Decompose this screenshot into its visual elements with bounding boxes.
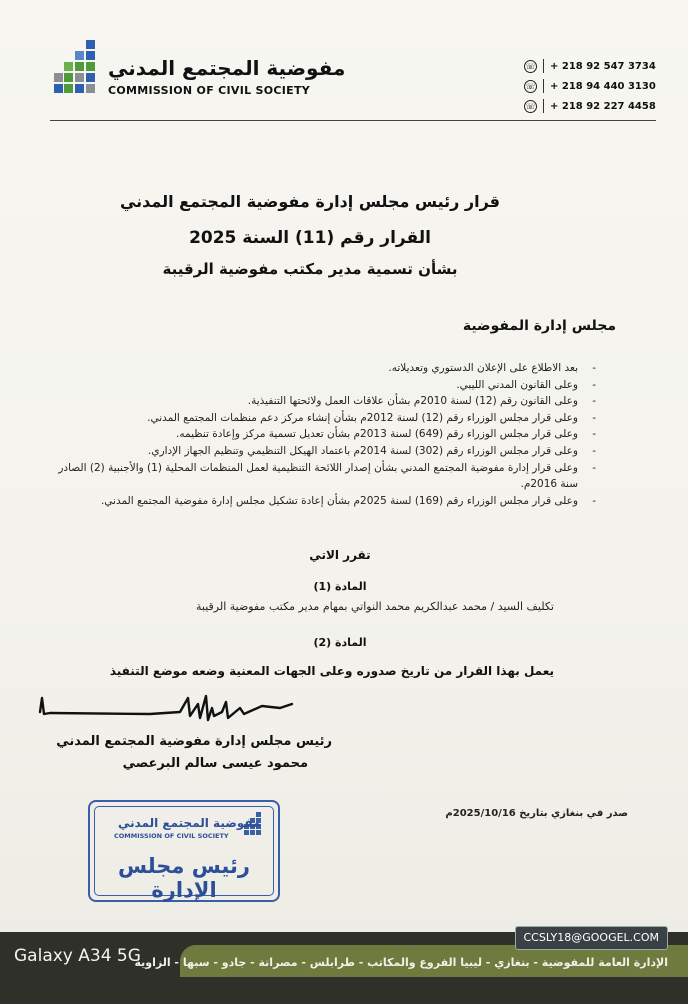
handwritten-signature xyxy=(30,690,300,735)
clause-item: - وعلى قرار مجلس الوزراء رقم (169) لسنة 2025م بشأن إعادة تشكيل مجلس إدارة مفوضية المجتمع المدني. xyxy=(100,494,596,507)
clause-text: وعلى قرار مجلس الوزراء رقم (169) لسنة 2025م بشأن إعادة تشكيل مجلس إدارة مفوضية المجتمع المدني. xyxy=(100,494,578,507)
clause-text: بعد الاطلاع على الإعلان الدستوري وتعديلاته. xyxy=(388,362,578,374)
logo-english-name: COMMISSION OF CIVIL SOCIETY xyxy=(108,84,311,97)
camera-watermark: Galaxy A34 5G xyxy=(14,946,141,966)
article-2-text: يعمل بهذا القرار من تاريخ صدوره وعلى الجهات المعنية وضعه موضع التنفيذ xyxy=(109,664,554,678)
clause-text: وعلى قرار مجلس الوزراء رقم (12) لسنة 2012م بشأن إنشاء مركز دعم منظمات المجتمع المدني. xyxy=(147,411,578,424)
decision-number: القرار رقم (11) السنة 2025 xyxy=(189,228,431,248)
header-divider xyxy=(50,120,656,121)
phone-number: + 218 92 227 4458 xyxy=(550,100,656,112)
logo-arabic-name: مفوضية المجتمع المدني xyxy=(108,56,346,80)
phone-list xyxy=(524,56,656,116)
footer-address: الإدارة العامة للمفوضية - بنغازي - ليبيا الفروع والمكاتب - طرابلس - مصراتة - جادو - سبها - الزاوية xyxy=(134,956,668,969)
council-heading: مجلس إدارة المفوضية xyxy=(462,318,616,334)
stamp-role: رئيس مجلس الإدارة xyxy=(118,854,250,902)
clause-item: - وعلى القانون المدني الليبي. xyxy=(456,378,596,391)
decision-subject: بشأن تسمية مدير مكتب مفوضية الرقيبة xyxy=(162,260,458,278)
commission-logo-icon xyxy=(54,40,104,96)
phone-row xyxy=(524,96,656,116)
stamp-arabic-name: مفوضية المجتمع المدني xyxy=(118,816,261,830)
stamp-english-name: COMMISSION OF CIVIL SOCIETY xyxy=(114,832,229,840)
decision-title: قرار رئيس مجلس إدارة مفوضية المجتمع المدني xyxy=(119,192,501,211)
preamble-clauses xyxy=(58,360,596,509)
clause-text: وعلى قرار إدارة مفوضية المجتمع المدني بشأن إصدار اللائحة التنظيمية لعمل المنظمات المحلية (1) والأجنبية (2) الصادر سنة 2016م. xyxy=(58,461,578,491)
footer-email: CCSLY18@GOOGEL.COM xyxy=(515,926,669,950)
clause-item: - وعلى قرار مجلس الوزراء رقم (649) لسنة 2013م بشأن تعديل تسمية مركز وإعادة تنظيمه. xyxy=(176,428,596,441)
phone-icon: ☏ xyxy=(525,101,536,111)
phone-row xyxy=(524,76,656,96)
phone-row xyxy=(524,56,656,76)
clause-text: وعلى القانون المدني الليبي. xyxy=(456,378,578,391)
clause-text: وعلى قرار مجلس الوزراء رقم (649) لسنة 2013م بشأن تعديل تسمية مركز وإعادة تنظيمه. xyxy=(176,428,578,441)
clause-item: - وعلى قرار إدارة مفوضية المجتمع المدني بشأن إصدار اللائحة التنظيمية لعمل المنظمات المحلية (1) والأجنبية (2) الصادر سنة 2016م. xyxy=(58,461,596,491)
phone-icon: ☏ xyxy=(525,81,536,91)
clause-item: - وعلى قرار مجلس الوزراء رقم (12) لسنة 2012م بشأن إنشاء مركز دعم منظمات المجتمع المدني. xyxy=(147,411,596,424)
clause-item: - بعد الاطلاع على الإعلان الدستوري وتعديلاته. xyxy=(388,362,596,374)
clause-item: - وعلى قرار مجلس الوزراء رقم (302) لسنة 2014م باعتماد الهيكل التنظيمي وتنظيم الجهاز الإداري. xyxy=(148,444,596,457)
article-1-title: المادة (1) xyxy=(313,580,367,593)
official-stamp xyxy=(88,800,280,902)
clause-text: وعلى قرار مجلس الوزراء رقم (302) لسنة 2014م باعتماد الهيكل التنظيمي وتنظيم الجهاز الإداري. xyxy=(148,444,578,457)
article-2-title: المادة (2) xyxy=(313,636,367,649)
clause-text: وعلى القانون رقم (12) لسنة 2010م بشأن علاقات العمل ولائحتها التنفيذية. xyxy=(247,395,578,408)
signatory-name: محمود عيسى سالم البرعصي xyxy=(122,756,308,771)
phone-icon: ☏ xyxy=(525,61,536,71)
clause-item: - وعلى القانون رقم (12) لسنة 2010م بشأن علاقات العمل ولائحتها التنفيذية. xyxy=(247,395,596,408)
phone-number: + 218 92 547 3734 xyxy=(550,60,656,72)
issue-date: صدر في بنغازي بتاريخ 2025/10/16م xyxy=(445,808,628,819)
decides-heading: تقرر الاتي xyxy=(309,548,371,562)
phone-number: + 218 94 440 3130 xyxy=(550,80,656,92)
article-1-text: تكليف السيد / محمد عبدالكريم محمد النواتي بمهام مدير مكتب مفوضية الرقيبة xyxy=(195,600,554,613)
signatory-title: رئيس مجلس إدارة مفوضية المجتمع المدني xyxy=(56,734,332,749)
